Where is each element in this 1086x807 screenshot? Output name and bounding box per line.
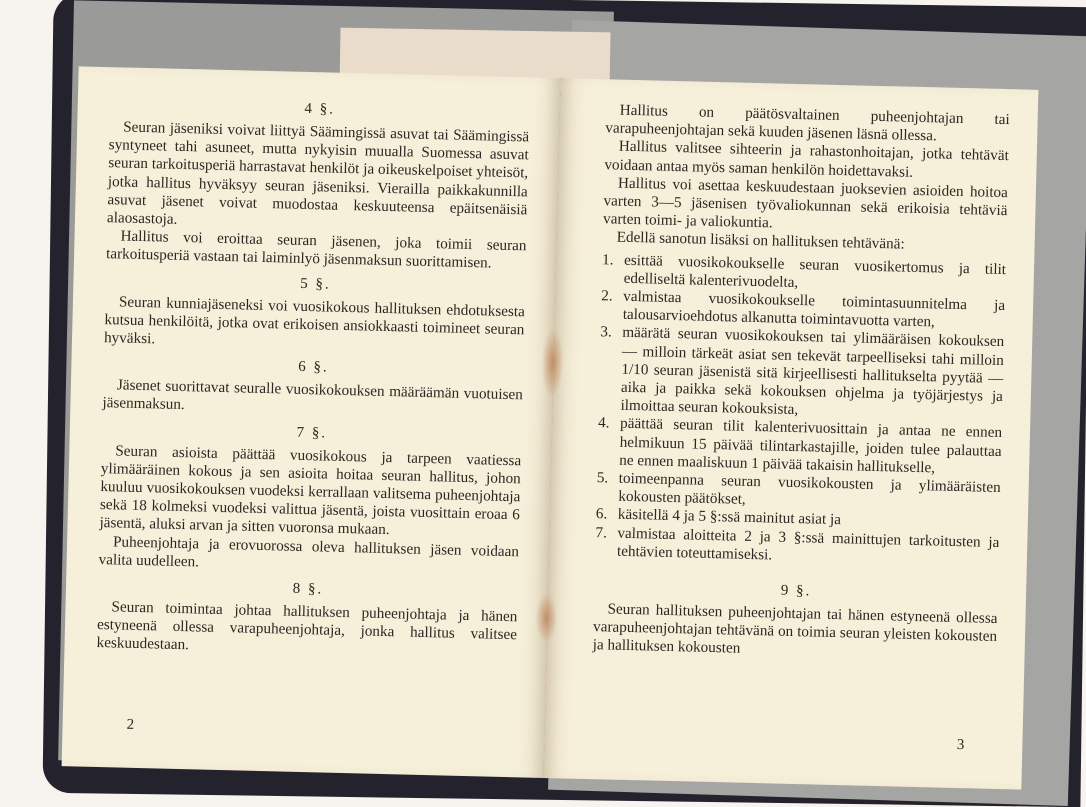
board-paragraph: Hallitus valitsee sihteerin ja rahastonhoitajan, jotka tehtävät voidaan antaa myös saman henkilön hoidettavaksi. bbox=[604, 138, 1009, 181]
board-paragraph: Hallitus voi asettaa keskuudestaan juoksevien asioiden hoitoa varten 3—5 jäsenisen työvaliokunnan sekä erikoisia tehtäviä varten toimi- ja valiokuntia. bbox=[602, 174, 1009, 232]
board-paragraph: Edellä sanotun lisäksi on hallituksen tehtävänä: bbox=[616, 228, 905, 254]
section-4-paragraph: Seuran jäseniksi voivat liittyä Säämingissä asuvat tai Säämingissä syntyneet tahi asuneet, mutta nykyisin muualla Suomessa asuvat seuran tarkoitusperiä harrastavat henkilöt ja oikeuskelpoiset yhteisöt, jotka hallitus hyväksyy seuran jäseniksi. Vierailla paikkakunnilla asuvat jäsenet voivat muodostaa keskuuteensa epäitsenäisiä alaosastoja. bbox=[106, 118, 530, 228]
section-heading-5: 5 §. bbox=[300, 275, 331, 293]
right-page bbox=[543, 78, 1038, 789]
section-9-paragraph: Seuran hallituksen puheenjohtajan tai hänen estyneenä ollessa varapuheenjohtajan tehtävänä on toimia seuran yleisten kokousten ja hallituksen kokousten bbox=[592, 600, 998, 658]
open-booklet bbox=[62, 66, 1039, 789]
section-7-paragraph: Seuran asioista päättää vuosikokous ja tarpeen vaatiessa ylimääräinen kokous ja sen asioita hoitaa seuran hallitus, johon kuuluu vuosikokouksen vuodeksi kerrallaan valitsema puheenjohtaja sekä 18 kolmeksi vuodeksi valittua jäsentä, joista vuosittain eroaa 6 jäsentä, aluksi arvan ja sitten vuoronsa mukaan. bbox=[99, 442, 522, 539]
section-heading-4: 4 §. bbox=[304, 100, 336, 118]
list-item: 1. esittää vuosikokoukselle seuran vuosikertomus ja tilit edelliseltä kalenterivuodelta, bbox=[601, 250, 1007, 291]
section-6-paragraph: Jäsenet suorittavat seuralle vuosikokouksen määräämän vuotuisen jäsenmaksun. bbox=[102, 376, 524, 414]
list-item: 3. määrätä seuran vuosikokouksen tai ylimääräisen kokouksen — milloin tärkeät asiat sen tekevät tarpeelliseksi tahi milloin 1/10 seuran jäsenistä sitä kirjeellisesti hallitukselta pyytää — aika ja paikka sekä kokouksen ohjelma ja työjärjestys ja ilmoittaa seuran kokouksista, bbox=[600, 323, 1005, 419]
page-number-left: 2 bbox=[126, 716, 135, 733]
section-heading-9: 9 §. bbox=[780, 582, 812, 600]
list-item: 5. toimeenpanna seuran vuosikokousten ja ylimääräisten kokousten päätökset, bbox=[596, 469, 1001, 509]
page-number-right: 3 bbox=[956, 737, 965, 754]
section-7-paragraph: Puheenjohtaja ja erovuorossa oleva hallituksen jäsen voidaan valita uudelleen. bbox=[98, 533, 520, 571]
section-heading-7: 7 §. bbox=[296, 424, 328, 442]
section-heading-6: 6 §. bbox=[297, 359, 329, 376]
list-item: 7. valmistaa aloitteita 2 ja 3 §:ssä mainittujen tarkoitusten ja tehtävien toteuttamiseksi. bbox=[595, 523, 1000, 564]
section-8-paragraph: Seuran toimintaa johtaa hallituksen puheenjohtaja ja hänen estyneenä ollessa varapuheenjohtaja, jonka hallitus valitsee keskuudestaan. bbox=[96, 598, 518, 654]
list-item: 2. valmistaa vuosikokoukselle toimintasuunnitelma ja talousarvioehdotus alkanutta toimintavuotta varten, bbox=[601, 287, 1006, 331]
left-page bbox=[62, 66, 561, 778]
section-4-paragraph: Hallitus voi eroittaa seuran jäsenen, joka toimii seuran tarkoitusperiä vastaan tai laiminlyö jäsenmaksun suorittamisen. bbox=[105, 227, 527, 272]
section-5-paragraph: Seuran kunniajäseneksi voi vuosikokous hallituksen ehdotuksesta kutsua henkilöitä, jotka ovat erikoisen ansiokkaasti toimineet seuran hyväksi. bbox=[103, 293, 526, 348]
board-paragraph: Hallitus on päätösvaltainen puheenjohtajan tai varapuheenjohtajan sekä kuuden jäsenen läsnä ollessa. bbox=[605, 101, 1010, 145]
list-item: 6. käsitellä 4 ja 5 §:ssä mainitut asiat ja bbox=[595, 505, 842, 529]
section-heading-8: 8 §. bbox=[292, 580, 324, 598]
list-item: 4. päättää seuran tilit kalenterivuosittain ja antaa ne ennen helmikuun 15 päivää tilintarkastajille, joiden tulee palauttaa ne ennen maaliskuun 1 päivää takaisin hallitukselle, bbox=[597, 414, 1003, 477]
board-duties-list bbox=[595, 251, 1006, 570]
